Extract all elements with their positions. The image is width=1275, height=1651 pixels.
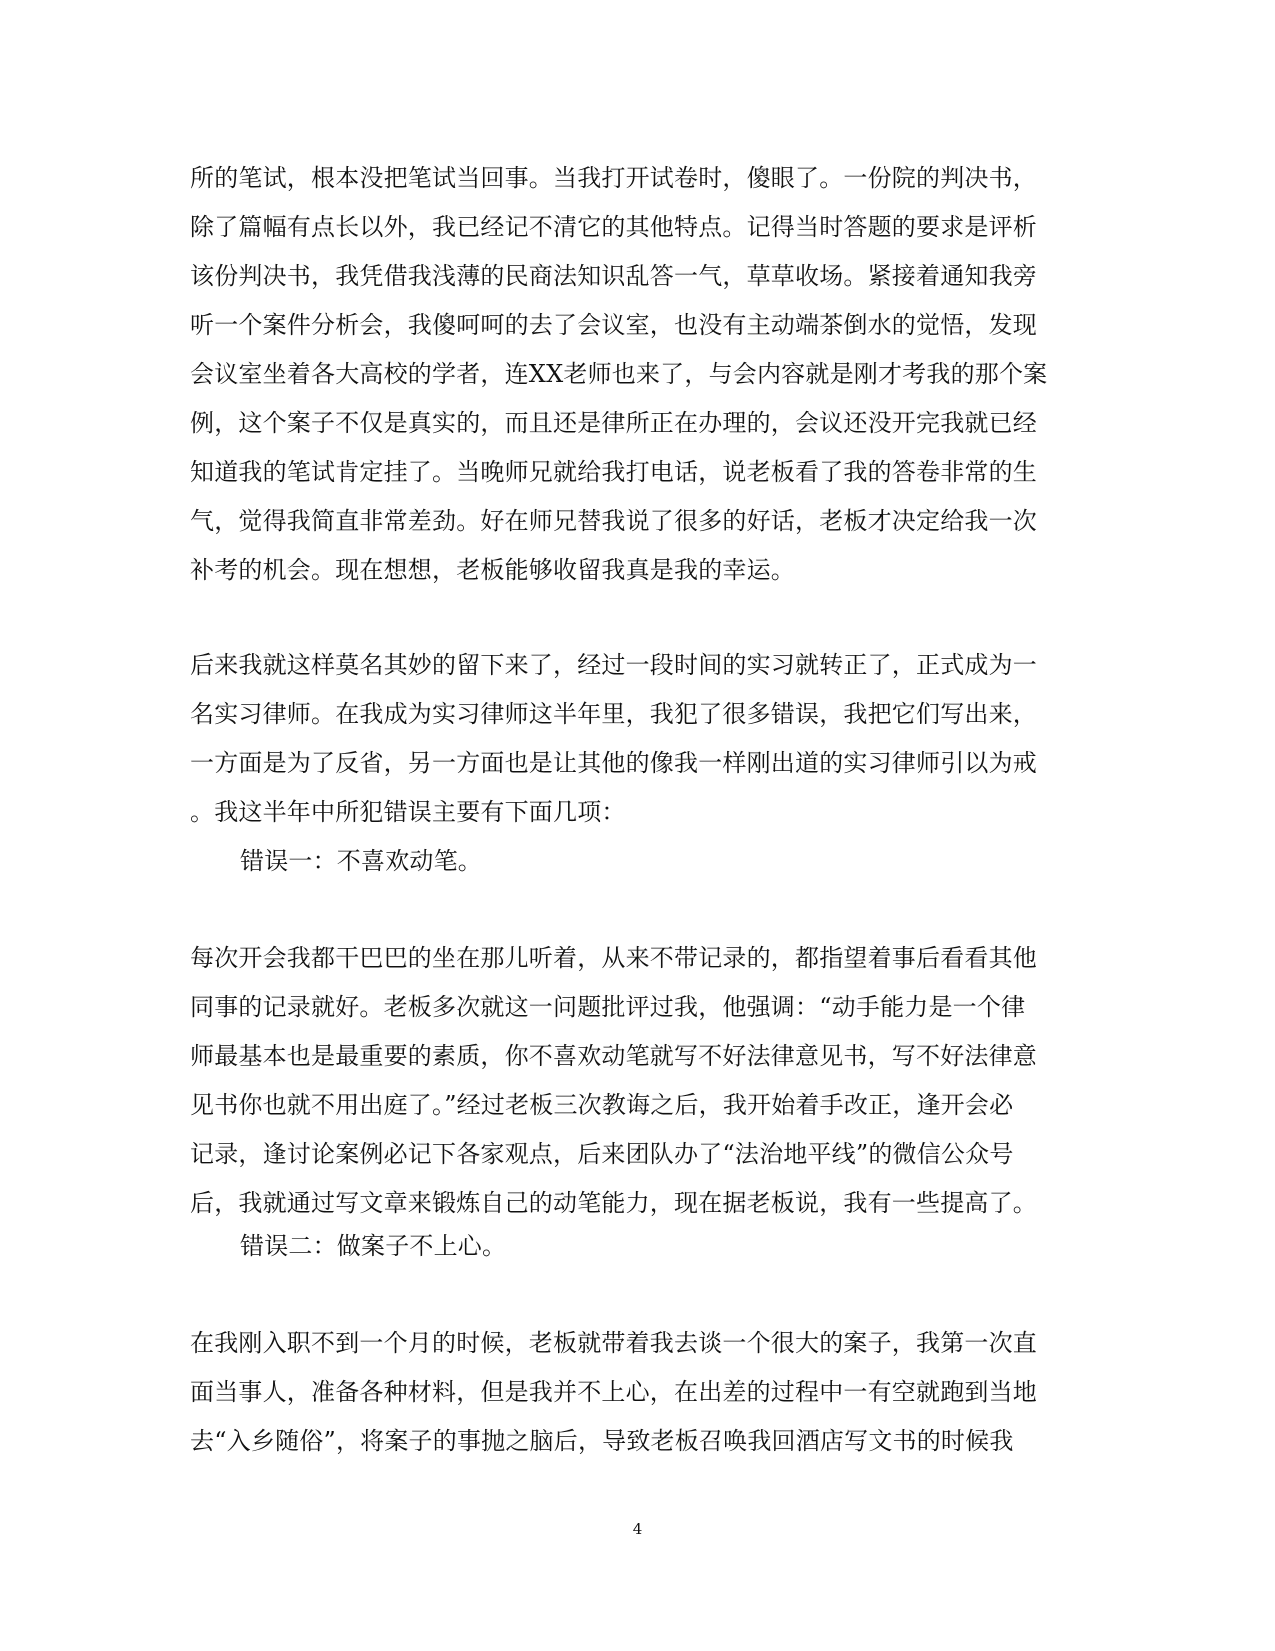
- text-line: 在我刚入职不到一个月的时候，老板就带着我去谈一个很大的案子，我第一次直: [190, 1329, 1037, 1357]
- text-line: 例，这个案子不仅是真实的，而且还是律所正在办理的，会议还没开完我就已经: [190, 409, 1037, 437]
- text-line: 名实习律师。在我成为实习律师这半年里，我犯了很多错误，我把它们写出来，: [190, 700, 1037, 728]
- section-heading-text: 错误二：做案子不上心。: [240, 1232, 507, 1260]
- text-line: 去“入乡随俗”，将案子的事抛之脑后，导致老板召唤我回酒店写文书的时候我: [190, 1427, 1014, 1455]
- page-number: 4: [632, 1520, 643, 1538]
- section-heading-1: [190, 837, 1070, 886]
- text-line: 见书你也就不用出庭了。”经过老板三次教诲之后，我开始着手改正，逢开会必: [190, 1091, 1014, 1119]
- text-line: 师最基本也是最重要的素质，你不喜欢动笔就写不好法律意见书，写不好法律意: [190, 1042, 1037, 1070]
- text-line: 后，我就通过写文章来锻炼自己的动笔能力，现在据老板说，我有一些提高了。: [190, 1189, 1037, 1217]
- text-line: 气，觉得我简直非常差劲。好在师兄替我说了很多的好话，老板才决定给我一次: [190, 507, 1037, 535]
- text-line: 所的笔试，根本没把笔试当回事。当我打开试卷时，傻眼了。一份院的判决书，: [190, 164, 1037, 192]
- text-line: 后来我就这样莫名其妙的留下来了，经过一段时间的实习就转正了，正式成为一: [190, 651, 1037, 679]
- text-line: 记录，逢讨论案例必记下各家观点，后来团队办了“法治地平线”的微信公众号: [190, 1140, 1014, 1168]
- paragraph-1: [190, 154, 1070, 595]
- paragraph-2: [190, 641, 1070, 837]
- text-line: 该份判决书，我凭借我浅薄的民商法知识乱答一气，草草收场。紧接着通知我旁: [190, 262, 1037, 290]
- text-line: 听一个案件分析会，我傻呵呵的去了会议室，也没有主动端茶倒水的觉悟，发现: [190, 311, 1037, 339]
- text-line: 会议室坐着各大高校的学者，连XX老师也来了，与会内容就是刚才考我的那个案: [190, 360, 1048, 388]
- text-line: 补考的机会。现在想想，老板能够收留我真是我的幸运。: [190, 556, 795, 584]
- paragraph-4: [190, 1319, 1070, 1466]
- text-line: 除了篇幅有点长以外，我已经记不清它的其他特点。记得当时答题的要求是评析: [190, 213, 1037, 241]
- section-heading-text: 错误一：不喜欢动笔。: [240, 847, 482, 875]
- text-line: 一方面是为了反省，另一方面也是让其他的像我一样刚出道的实习律师引以为戒: [190, 749, 1037, 777]
- text-line: 每次开会我都干巴巴的坐在那儿听着，从来不带记录的，都指望着事后看看其他: [190, 944, 1037, 972]
- text-line: 知道我的笔试肯定挂了。当晚师兄就给我打电话，说老板看了我的答卷非常的生: [190, 458, 1037, 486]
- text-line: 同事的记录就好。老板多次就这一问题批评过我，他强调：“动手能力是一个律: [190, 993, 1026, 1021]
- paragraph-3: [190, 934, 1070, 1228]
- section-heading-2: [190, 1222, 1070, 1271]
- text-line: 面当事人，准备各种材料，但是我并不上心，在出差的过程中一有空就跑到当地: [190, 1378, 1037, 1406]
- text-line: 。我这半年中所犯错误主要有下面几项：: [190, 798, 626, 826]
